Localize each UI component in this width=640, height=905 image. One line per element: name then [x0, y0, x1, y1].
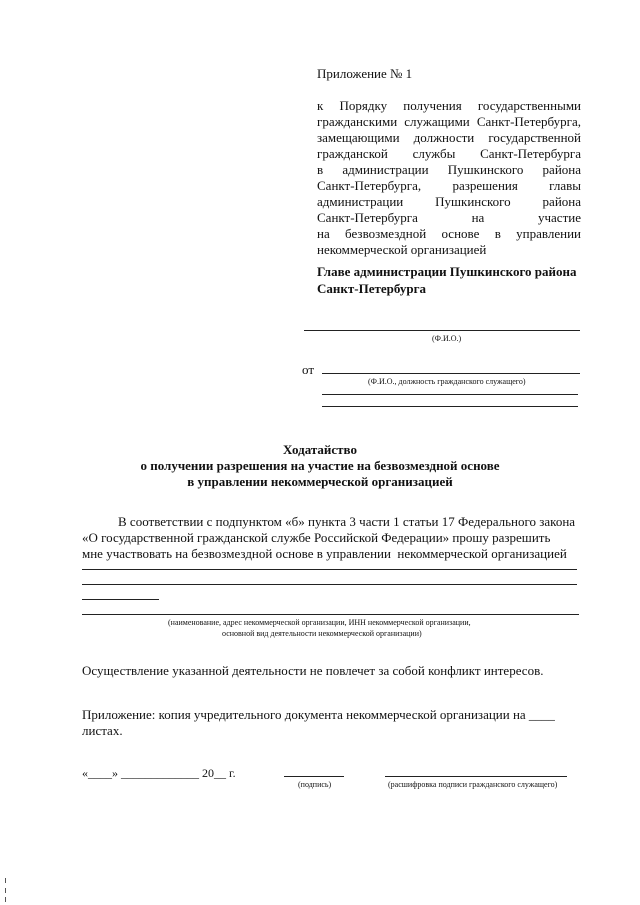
- appendix-basis-line: замещающими должности государственной: [317, 130, 581, 145]
- attachment-line: листах.: [82, 723, 123, 738]
- body-line: В соответствии с подпунктом «б» пункта 3 части 1 статьи 17 Федерального закона: [118, 514, 576, 529]
- appendix-title: Приложение № 1: [317, 66, 413, 81]
- org-caption: основной вид деятельности некоммерческой организации): [222, 629, 422, 638]
- appendix-basis-line: к Порядку получения государственными: [317, 98, 581, 113]
- signature-caption: (подпись): [298, 780, 332, 789]
- petition-subtitle: о получении разрешения на участие на безвозмездной основе: [140, 458, 500, 473]
- org-field-line[interactable]: [82, 569, 577, 570]
- body-line: мне участвовать на безвозмездной основе в управлении некоммерческой организацией: [82, 546, 567, 561]
- scan-mark: [5, 878, 6, 883]
- fio-field-line[interactable]: [304, 330, 580, 331]
- petition-subtitle: в управлении некоммерческой организацией: [187, 474, 453, 489]
- appendix-basis-line: администрации Пушкинского района: [317, 194, 581, 209]
- scan-mark: [5, 897, 6, 902]
- appendix-basis-line: Санкт-Петербурга, разрешения главы: [317, 178, 581, 193]
- from-extra-line[interactable]: [322, 394, 578, 395]
- attachment-line: Приложение: копия учредительного документа некоммерческой организации на ____: [82, 707, 555, 722]
- body-line: «О государственной гражданской службе Российской Федерации» прошу разрешить: [82, 530, 551, 545]
- appendix-basis-line: гражданскими служащими Санкт-Петербурга,: [317, 114, 581, 129]
- appendix-basis-line: некоммерческой организацией: [317, 242, 487, 257]
- scan-mark: [5, 888, 6, 893]
- date-field[interactable]: «____» _____________ 20__ г.: [82, 766, 236, 780]
- appendix-basis-line: Санкт-Петербурга на участие: [317, 210, 581, 225]
- from-field-line[interactable]: [322, 373, 580, 374]
- signature-line[interactable]: [284, 776, 344, 777]
- conflict-statement: Осуществление указанной деятельности не повлечет за собой конфликт интересов.: [82, 663, 544, 678]
- appendix-basis-line: на безвозмездной основе в управлении: [317, 226, 581, 241]
- appendix-basis-line: в администрации Пушкинского района: [317, 162, 581, 177]
- org-field-line[interactable]: [82, 614, 579, 615]
- addressee-line: Санкт-Петербурга: [317, 281, 426, 296]
- signature-decode-line[interactable]: [385, 776, 567, 777]
- appendix-basis: [317, 98, 581, 258]
- signature-decode-caption: (расшифровка подписи гражданского служащего): [388, 780, 558, 789]
- petition-title: Ходатайство: [283, 442, 357, 457]
- addressee-line: Главе администрации Пушкинского района: [317, 264, 577, 279]
- org-field-line[interactable]: [82, 599, 159, 600]
- from-extra-line[interactable]: [322, 406, 578, 407]
- appendix-basis-line: гражданской службы Санкт-Петербурга: [317, 146, 581, 161]
- from-caption: (Ф.И.О., должность гражданского служащего): [368, 377, 526, 386]
- addressee: [317, 263, 577, 297]
- petition-heading: [0, 442, 640, 490]
- org-caption: (наименование, адрес некоммерческой организации, ИНН некоммерческой организации,: [168, 618, 471, 627]
- org-field-line[interactable]: [82, 584, 577, 585]
- fio-caption: (Ф.И.О.): [432, 334, 462, 343]
- from-label: от: [302, 362, 315, 377]
